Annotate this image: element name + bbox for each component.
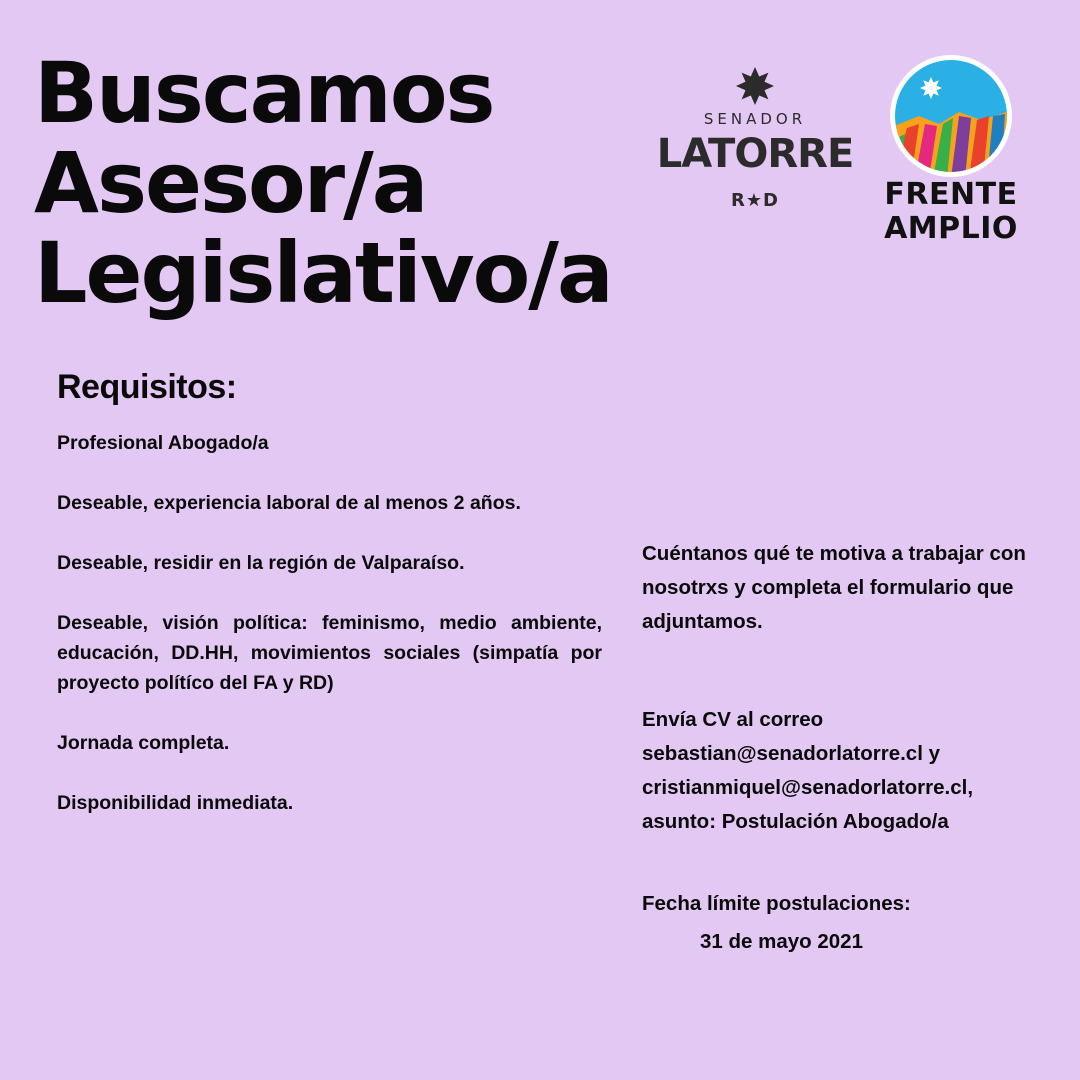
email-sebastian: sebastian@senadorlatorre.cl y [642, 742, 941, 765]
headline-line: Buscamos [34, 44, 494, 142]
frente-label: FRENTE [884, 177, 1018, 212]
requisitos-title: Requisitos: [57, 368, 237, 406]
list-item: Deseable, experiencia laboral de al menos 2 años. [57, 492, 521, 514]
headline-line: Legislativo/a [34, 224, 612, 322]
fecha-label: Fecha límite postulaciones: [642, 892, 911, 915]
list-item: Disponibilidad inmediata. [57, 792, 294, 814]
envia-text [642, 703, 1067, 839]
list-item: Profesional Abogado/a [57, 432, 269, 454]
latorre-label: LATORRE [656, 131, 854, 177]
email-cristian: cristianmiquel@senadorlatorre.cl, [642, 776, 974, 799]
star-burst-icon [735, 66, 775, 106]
asunto-line: asunto: Postulación Abogado/a [642, 810, 949, 833]
list-item: Jornada completa. [57, 732, 230, 754]
senador-label: SENADOR [703, 110, 807, 128]
list-item: Deseable, visión política: feminismo, medio ambiente, educación, DD.HH, movimientos sociales (simpatía por proyecto polítíco del FA y RD) [57, 612, 602, 694]
motiva-text: Cuéntanos qué te motiva a trabajar con nosotrxs y completa el formulario que adjuntamos. [642, 542, 1026, 633]
headline [34, 44, 674, 322]
party-label: R★D [731, 190, 779, 211]
headline-line: Asesor/a [34, 134, 427, 232]
amplio-label: AMPLIO [884, 211, 1018, 246]
fecha-value: 31 de mayo 2021 [700, 930, 863, 953]
frente-amplio-emblem-icon [889, 54, 1013, 178]
list-item: Deseable, residir en la región de Valparaíso. [57, 552, 465, 574]
frente-amplio-logo [866, 54, 1036, 246]
requisitos-list [57, 428, 602, 818]
senador-latorre-logo [650, 66, 860, 211]
envia-line: Envía CV al correo [642, 708, 824, 731]
